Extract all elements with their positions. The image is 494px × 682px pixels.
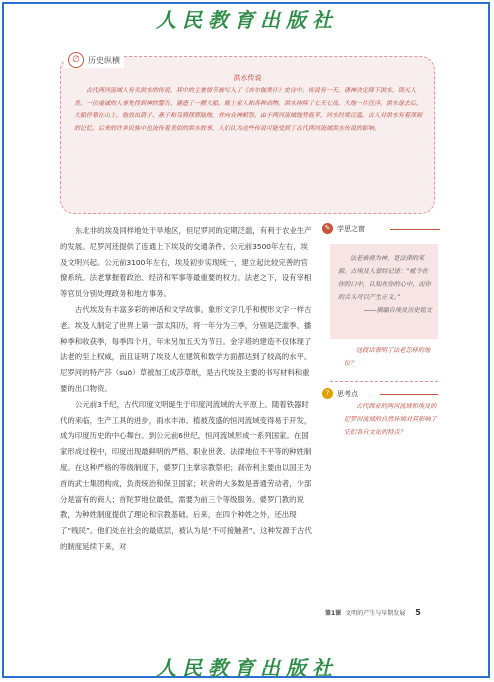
sidebar-divider <box>330 381 438 382</box>
publisher-watermark-bottom: 人民教育出版社 <box>156 656 338 680</box>
page-footer <box>325 608 421 617</box>
history-box-header <box>64 52 124 68</box>
quote-question: 这段话表明了法老怎样的地位？ <box>344 347 431 367</box>
history-scroll-icon: ∅ <box>68 52 84 68</box>
main-text <box>60 223 315 555</box>
paragraph-india: 公元前3千纪，古代印度文明诞生于印度河流域的大平原上。随着铁器时代的来临，生产工具的进步，雨水丰沛、植被茂盛的恒河流域变得易于开发，成为印度历史的中心舞台。到公元前6世纪，恒河流域形成一系列国家。在国家形成过程中，印度出现最鲜明的严格、职业世袭、法律地位不平等的种姓制度。在这种严格的等级制度下，婆罗门主掌宗教祭祀；刹帝利主要由以国王为首的武士集团构成，负责统治和保卫国家；吠舍的大多数是普通劳动者，少部分是富有的商人；首陀罗地位最低，需要为前三个等级服务。婆罗门教的说教，为种姓制度提供了理论和宗教基础。后来，在四个种姓之外，还出现了“贱民”。他们处在社会的最底层，被认为是“不可接触者”。这种发源于古代的制度延续下来，对 <box>60 399 312 551</box>
sidebar-think-label: 思考点 <box>337 389 358 398</box>
sidebar-quote-header <box>322 223 365 234</box>
sidebar-think-rule <box>380 394 438 395</box>
quote-source: ——摘编自埃及历史铭文 <box>363 307 432 314</box>
footer-title: 文明的产生与早期发展 <box>345 610 406 617</box>
sidebar-quote-label: 学思之窗 <box>337 224 365 233</box>
paragraph-egypt: 东北非的埃及同样地处干旱地区，但尼罗河的定期泛滥，有利于农业生产的发展。尼罗河还提供了连通上下埃及的交通条件。公元前3500年左右，埃及文明兴起。公元前3100年左右，埃及初步实现统一，建立起比较完善的官僚系统。法老掌握着政治、经济和军事等最重要的权力。法老之下，设有宰相等官员分别处理政务和地方事务。 <box>60 226 312 299</box>
publisher-watermark-top: 人民教育出版社 <box>156 8 338 32</box>
footer-lesson: 第1课 <box>325 610 342 617</box>
history-box-title: 洪水传说 <box>233 74 262 82</box>
lightbulb-icon: ✎ <box>322 223 333 234</box>
page-number: 5 <box>415 608 421 617</box>
quote-box <box>330 244 438 339</box>
paragraph-egypt-culture: 古代埃及有丰富多彩的神话和文学故事。象形文字几乎和楔形文字一样古老。埃及人制定了世界上第一部太阳历，将一年分为三季，分别是泛滥季、播种季和收获季，每季四个月，年末另加五天为节日。金字塔的建造不仅体现了法老的至上权威，而且证明了埃及人在建筑和数学方面都达到了较高的水平。尼罗河的特产莎（suō）草被加工成莎草纸，是古代埃及主要的书写材料和重要的出口物资。 <box>60 304 312 393</box>
sidebar-think-header <box>322 388 358 399</box>
history-box-label: 历史纵横 <box>88 55 120 65</box>
question-mark-icon: ? <box>322 388 333 399</box>
sidebar-quote-rule <box>390 229 440 230</box>
quote-text: 法老被视为神，是法律的来源。古埃及人曾经记述：“威令在你的口中，认知在你的心中，而你的舌头可以产生正义。” <box>338 255 431 301</box>
history-box-body: 古代两河流域人有关洪水的传说，其中的主要情节被写入了《吉尔伽美什》史诗中。传说有一天，诸神决定降下洪水，毁灭人类。一位虔诚的人事先得到神的警告，建造了一艘大船，载上家人和各种动物。洪水持续了七天七夜，大地一片汪洋。洪水退去后，大船停靠在山上，他放出鸽子、燕子和乌鸦探察陆地，并向众神献祭。由于两河流域地势低平，河水经常泛滥，古人对洪水有着深刻的记忆。后来的许多民族中也流传着类似的洪水故事，人们认为这些传说可能受到了古代两河流域洪水传说的影响。 <box>74 87 423 132</box>
think-text: 古代西亚的两河流域和埃及的尼罗河流域的自然环境对其影响了它们各自文化的特点？ <box>344 403 437 436</box>
